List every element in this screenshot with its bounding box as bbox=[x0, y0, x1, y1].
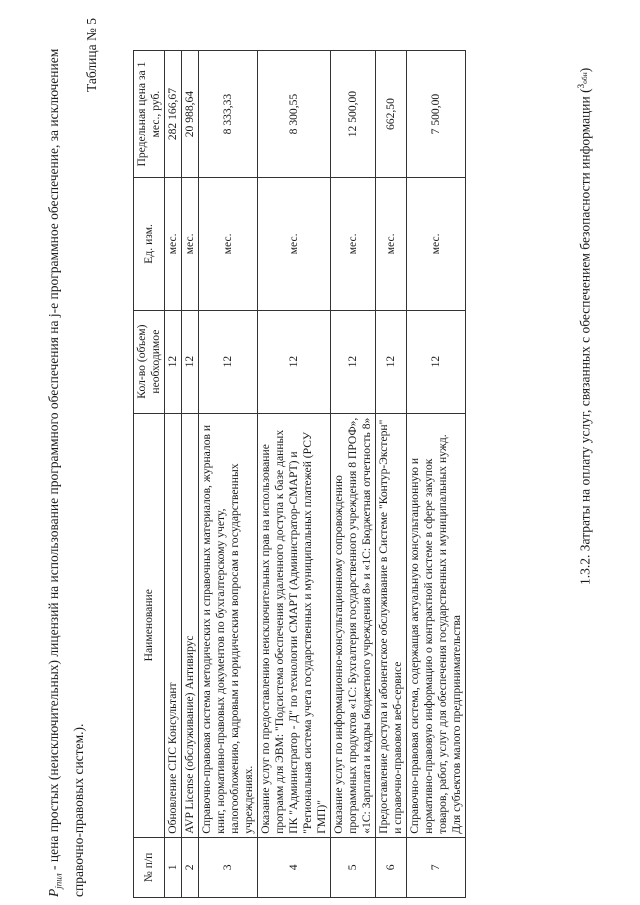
row-num: 3 bbox=[199, 837, 258, 897]
row-qty: 12 bbox=[199, 310, 258, 413]
license-table bbox=[133, 50, 466, 898]
row-num: 4 bbox=[258, 837, 331, 897]
header-name: Наименование bbox=[134, 413, 165, 837]
row-price: 662,50 bbox=[376, 51, 407, 178]
table-row bbox=[376, 51, 407, 898]
table-title: Таблица № 5 bbox=[84, 18, 99, 92]
row-name: Оказание услуг по информационно-консультационному сопровождению программных продуктов «1С: Бухгалтерия государственного учреждения 8 ПРОФ», «1С: Зарплата и кадры бюджетного учреждения 8» и «1С: Бюджетная отчетность 8» bbox=[331, 413, 376, 837]
table-row bbox=[331, 51, 376, 898]
row-qty: 12 bbox=[258, 310, 331, 413]
row-name: Справочно-правовая система методических и справочных материалов, журналов и книг, нормативно-правовых документов по бухгалтерскому учету, налогообложению, кадровым и юридическим вопросам в государственных учреждениях. bbox=[199, 413, 258, 837]
intro-text: - цена простых (неисключительных) лицензий на использование программного обеспечения на j-е программное обеспечение, за исключением справочно-правовых систем.). bbox=[46, 48, 86, 897]
row-num: 6 bbox=[376, 837, 407, 897]
row-unit: мес. bbox=[407, 178, 466, 310]
table-header-row bbox=[134, 51, 165, 898]
header-qty: Кол-во (объем) необходимое bbox=[134, 310, 165, 413]
row-qty: 12 bbox=[182, 310, 199, 413]
table-row bbox=[407, 51, 466, 898]
row-qty: 12 bbox=[376, 310, 407, 413]
table-row bbox=[165, 51, 182, 898]
row-name: Оказание услуг по предоставлению неисключительных прав на использование программ для ЭВМ: "Подсистема обеспечения удаленного доступа к базе данных ПК "Администратор - Д" по технологии СМАРТ (Администратор-СМАРТ) и "Региональная система учета государственных и муниципальных платежей (РСУ ГМП)" bbox=[258, 413, 331, 837]
row-num: 2 bbox=[182, 837, 199, 897]
row-unit: мес. bbox=[331, 178, 376, 310]
row-qty: 12 bbox=[165, 310, 182, 413]
header-unit: Ед. изм. bbox=[134, 178, 165, 310]
price-variable: $P_{jпил}$ bbox=[46, 873, 64, 897]
row-price: 20 988,64 bbox=[182, 51, 199, 178]
intro-paragraph bbox=[44, 17, 88, 897]
row-num: 5 bbox=[331, 837, 376, 897]
row-unit: мес. bbox=[376, 178, 407, 310]
table-row bbox=[182, 51, 199, 898]
row-qty: 12 bbox=[407, 310, 466, 413]
header-price: Предельная цена за 1 мес., руб. bbox=[134, 51, 165, 178]
row-price: 8 333,33 bbox=[199, 51, 258, 178]
table-row bbox=[258, 51, 331, 898]
row-name: Предоставление доступа и абонентское обслуживание в Системе "Контур-Экстерн" и справочно-правовом веб-сервисе bbox=[376, 413, 407, 837]
row-name: Справочно-правовая система, содержащая актуальную консультационную и нормативно-правовую информацию о контрактной системе в сфере закупок товаров, работ, услуг для обеспечения государственных и муниципальных нужд. Для субъектов малого предпринимательства bbox=[407, 413, 466, 837]
row-price: 282 166,67 bbox=[165, 51, 182, 178]
row-num: 7 bbox=[407, 837, 466, 897]
row-unit: мес. bbox=[165, 178, 182, 310]
row-name: Обновление СПС Консультант bbox=[165, 413, 182, 837]
row-price: 7 500,00 bbox=[407, 51, 466, 178]
row-qty: 12 bbox=[331, 310, 376, 413]
row-unit: мес. bbox=[199, 178, 258, 310]
row-num: 1 bbox=[165, 837, 182, 897]
section-heading: 1.3.2. Затраты на оплату услуг, связанных с обеспечением безопасности информации ($^{З_{обн}}$) bbox=[576, 67, 593, 585]
row-price: 12 500,00 bbox=[331, 51, 376, 178]
row-name: AVP License (обслуживание) Антивирус bbox=[182, 413, 199, 837]
security-variable: Зобн bbox=[576, 72, 589, 89]
row-price: 8 300,55 bbox=[258, 51, 331, 178]
row-unit: мес. bbox=[182, 178, 199, 310]
header-num: № п/п bbox=[134, 837, 165, 897]
table-row bbox=[199, 51, 258, 898]
row-unit: мес. bbox=[258, 178, 331, 310]
